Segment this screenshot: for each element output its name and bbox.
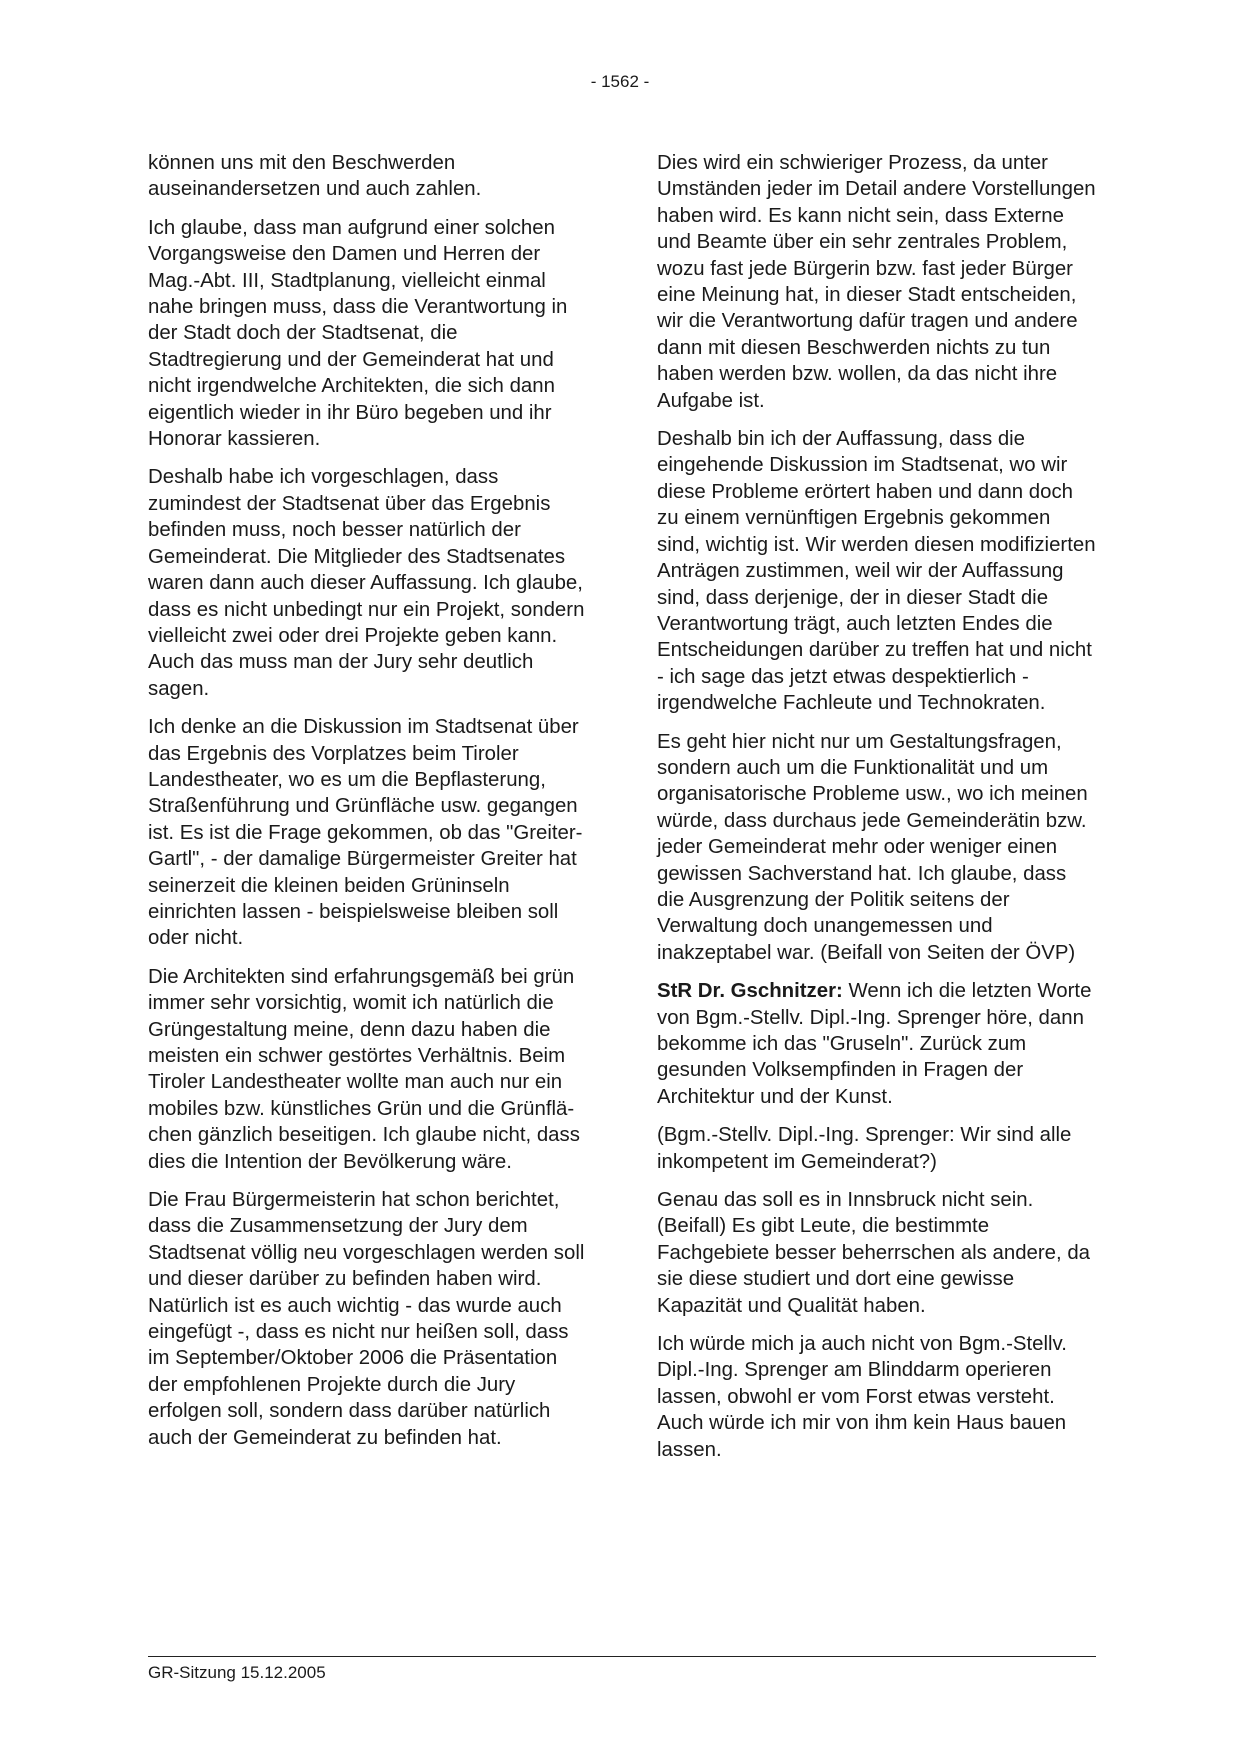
paragraph: Es geht hier nicht nur um Gestaltungsfragen, sondern auch um die Funktionalität und um organisatorische Probleme usw., wo ich meinen würde, dass durchaus jede Gemeinderätin bzw. jeder Gemeinderat mehr oder weniger einen gewissen Sachverstand hat. Ich glaube, dass die Ausgrenzung der Politik seitens der Verwaltung doch unangemessen und inakzeptabel war. (Beifall von Seiten der ÖVP) <box>657 730 1088 964</box>
paragraph: Deshalb bin ich der Auffassung, dass die eingehende Diskussion im Stadtsenat, wo wir diese Probleme erörtert haben und dann doch zu einem vernünftigen Ergebnis gekommen sind, wichtig ist. Wir werden diesen modifizierten Anträgen zustimmen, weil wir der Auffassung sind, dass derjenige, der in dieser Stadt die Verantwortung trägt, auch letzten Endes die Entscheidungen darüber zu treffen hat und nicht - ich sage das jetzt etwas despektierlich - irgendwelche Fachleute und Technokraten. <box>657 428 1096 715</box>
paragraph: Dies wird ein schwieriger Prozess, da unter Umständen jeder im Detail andere Vorstellungen haben wird. Es kann nicht sein, dass Externe und Beamte über ein sehr zentrales Problem, wozu fast jede Bürgerin bzw. fast jeder Bürger eine Meinung hat, in dieser Stadt entscheiden, wir die Verantwortung dafür tragen und andere dann mit diesen Beschwerden nichts zu tun haben werden bzw. wollen, da das nicht ihre Aufgabe ist. <box>657 152 1096 412</box>
paragraph: Deshalb habe ich vorgeschlagen, dass zumindest der Stadtsenat über das Ergebnis befinden muss, noch besser natürlich der Gemeinderat. Die Mitglieder des Stadtsenates waren dann auch dieser Auffassung. Ich glaube, dass es nicht unbedingt nur ein Projekt, sondern vielleicht zwei oder drei Projekte geben kann. Auch das muss man der Jury sehr deutlich sagen. <box>148 466 585 700</box>
interjection: (Bgm.-Stellv. Dipl.-Ing. Sprenger: Wir sind alle inkompetent im Gemeinderat?) <box>657 1124 1072 1173</box>
paragraph: Ich glaube, dass man aufgrund einer solchen Vorgangsweise den Damen und Herren der Mag.-Abt. III, Stadtplanung, vielleicht einmal nahe bringen muss, dass die Verantwortung in der Stadt doch der Stadtsenat, die Stadtregierung und der Gemeinderat hat und nicht irgendwelche Architekten, die sich dann eigentlich wieder in ihr Büro begeben und ihr Honorar kassieren. <box>148 216 568 451</box>
paragraph: Die Architekten sind erfahrungsgemäß bei grün immer sehr vorsichtig, womit ich natürlich die Grüngestaltung meine, denn dazu haben die meisten ein schwer gestörtes Verhältnis. Beim Tiroler Landestheater wollte man auch nur ein mobiles bzw. künstliches Grün und die Grünflächen gänzlich beseitigen. Ich glaube nicht, dass dies die Intention der Bevölkerung wäre. <box>148 965 580 1173</box>
footer-divider <box>148 1656 1096 1657</box>
speaker-paragraph <box>657 978 1097 1110</box>
paragraph: Genau das soll es in Innsbruck nicht sein. (Beifall) Es gibt Leute, die bestimmte Fachgebiete besser beherrschen als andere, da sie diese studiert und dort eine gewisse Kapazität und Qualität haben. <box>657 1189 1091 1317</box>
paragraph: Ich denke an die Diskussion im Stadtsenat über das Ergebnis des Vorplatzes beim Tiroler Landestheater, wo es um die Bepflasterung, Straßenführung und Grünfläche usw. gegangen ist. Es ist die Frage gekommen, ob das "Greiter-Gartl", - der damalige Bürgermeister Greiter hat seinerzeit die kleinen beiden Grüninseln einrichten lassen - beispielsweise bleiben soll oder nicht. <box>148 716 583 950</box>
right-column <box>657 150 1097 1475</box>
paragraph: können uns mit den Beschwerden auseinandersetzen und auch zahlen. <box>148 152 482 201</box>
paragraph: Ich würde mich ja auch nicht von Bgm.-Stellv. Dipl.-Ing. Sprenger am Blinddarm operieren lassen, obwohl er vom Forst etwas versteht. Auch würde ich mir von ihm kein Haus bauen lassen. <box>657 1333 1067 1461</box>
footer-session-date: GR-Sitzung 15.12.2005 <box>148 1663 326 1682</box>
paragraph: Die Frau Bürgermeisterin hat schon berichtet, dass die Zusammensetzung der Jury dem Stadtsenat völlig neu vorgeschlagen werden soll und dieser darüber zu befinden haben wird. Natürlich ist es auch wichtig - das wurde auch eingefügt -, dass es nicht nur heißen soll, dass im September/Oktober 2006 die Präsentation der empfohlenen Projekte durch die Jury erfolgen soll, sondern dass darüber natürlich auch der Gemeinderat zu befinden hat. <box>148 1189 585 1449</box>
left-column <box>148 150 588 1463</box>
speaker-text: Wenn ich die letzten Worte von Bgm.-Stellv. Dipl.-Ing. Sprenger höre, dann bekomme ich das "Gruseln". Zurück zum gesunden Volksempfinden in Fragen der Architektur und der Kunst. <box>657 980 1092 1108</box>
page-number: - 1562 - <box>590 72 650 91</box>
speaker-name: StR Dr. Gschnitzer: <box>657 980 843 1003</box>
